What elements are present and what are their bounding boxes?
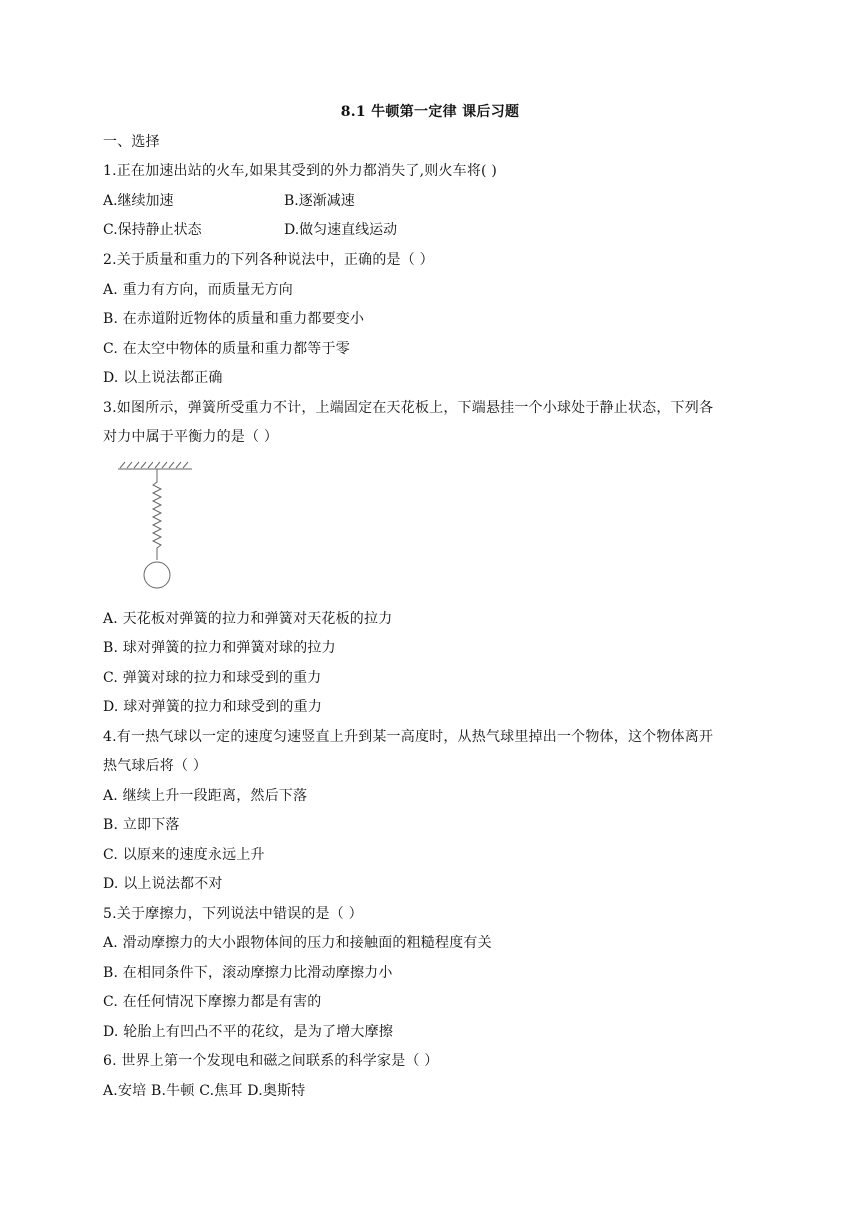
question-6-stem: 6. 世界上第一个发现电和磁之间联系的科学家是（ ） [103, 1053, 439, 1069]
question-5-option-d: D. 轮胎上有凹凸不平的花纹，是为了增大摩擦 [103, 1024, 394, 1040]
ball [144, 562, 170, 588]
question-3-option-c: C. 弹簧对球的拉力和球受到的重力 [103, 670, 322, 686]
question-3-stem-line-2: 对力中属于平衡力的是（ ） [103, 429, 279, 445]
question-2-option-b: B. 在赤道附近物体的质量和重力都要变小 [103, 311, 365, 327]
question-4-stem-line-1: 4.有一热气球以一定的速度匀速竖直上升到某一高度时，从热气球里掉出一个物体，这个物体离开 [103, 729, 714, 745]
question-2-option-c: C. 在太空中物体的质量和重力都等于零 [103, 341, 350, 357]
spring-ball-figure [116, 460, 196, 592]
question-5-stem: 5.关于摩擦力，下列说法中错误的是（ ） [103, 906, 363, 922]
question-1-option-a: A.继续加速 [103, 193, 174, 209]
question-5-option-b: B. 在相同条件下，滚动摩擦力比滑动摩擦力小 [103, 965, 393, 981]
question-1-options-row-2 [103, 220, 397, 240]
section-heading: 一、选择 [103, 134, 160, 150]
question-1-option-c: C.保持静止状态 [103, 222, 202, 238]
question-3-option-a: A. 天花板对弹簧的拉力和弹簧对天花板的拉力 [103, 611, 393, 627]
question-4-option-a: A. 继续上升一段距离，然后下落 [103, 788, 308, 804]
question-6-options: A.安培 B.牛顿 C.焦耳 D.奥斯特 [103, 1083, 306, 1099]
question-5-option-c: C. 在任何情况下摩擦力都是有害的 [103, 994, 322, 1010]
question-4-stem-line-2: 热气球后将（ ） [103, 758, 208, 774]
question-4-option-c: C. 以原来的速度永远上升 [103, 847, 265, 863]
page-title: 8.1 牛顿第一定律 课后习题 [340, 104, 520, 120]
question-2-option-d: D. 以上说法都正确 [103, 370, 223, 386]
ceiling-hatch [118, 462, 192, 469]
question-1-stem: 1.正在加速出站的火车,如果其受到的外力都消失了,则火车将( ) [103, 163, 498, 179]
question-2-option-a: A. 重力有方向，而质量无方向 [103, 282, 294, 298]
question-1-option-b: B.逐渐减速 [284, 193, 355, 209]
question-3-stem-line-1: 3.如图所示，弹簧所受重力不计，上端固定在天花板上，下端悬挂一个小球处于静止状态，下列各 [103, 400, 714, 416]
question-2-stem: 2.关于质量和重力的下列各种说法中，正确的是（ ） [103, 252, 434, 268]
question-1-options-row-1 [103, 191, 355, 211]
question-4-option-b: B. 立即下落 [103, 817, 180, 833]
question-4-option-d: D. 以上说法都不对 [103, 876, 223, 892]
question-5-option-a: A. 滑动摩擦力的大小跟物体间的压力和接触面的粗糙程度有关 [103, 935, 492, 951]
spring [153, 469, 161, 560]
question-3-option-d: D. 球对弹簧的拉力和球受到的重力 [103, 699, 323, 715]
question-3-option-b: B. 球对弹簧的拉力和弹簧对球的拉力 [103, 640, 336, 656]
question-1-option-d: D.做匀速直线运动 [284, 222, 398, 238]
